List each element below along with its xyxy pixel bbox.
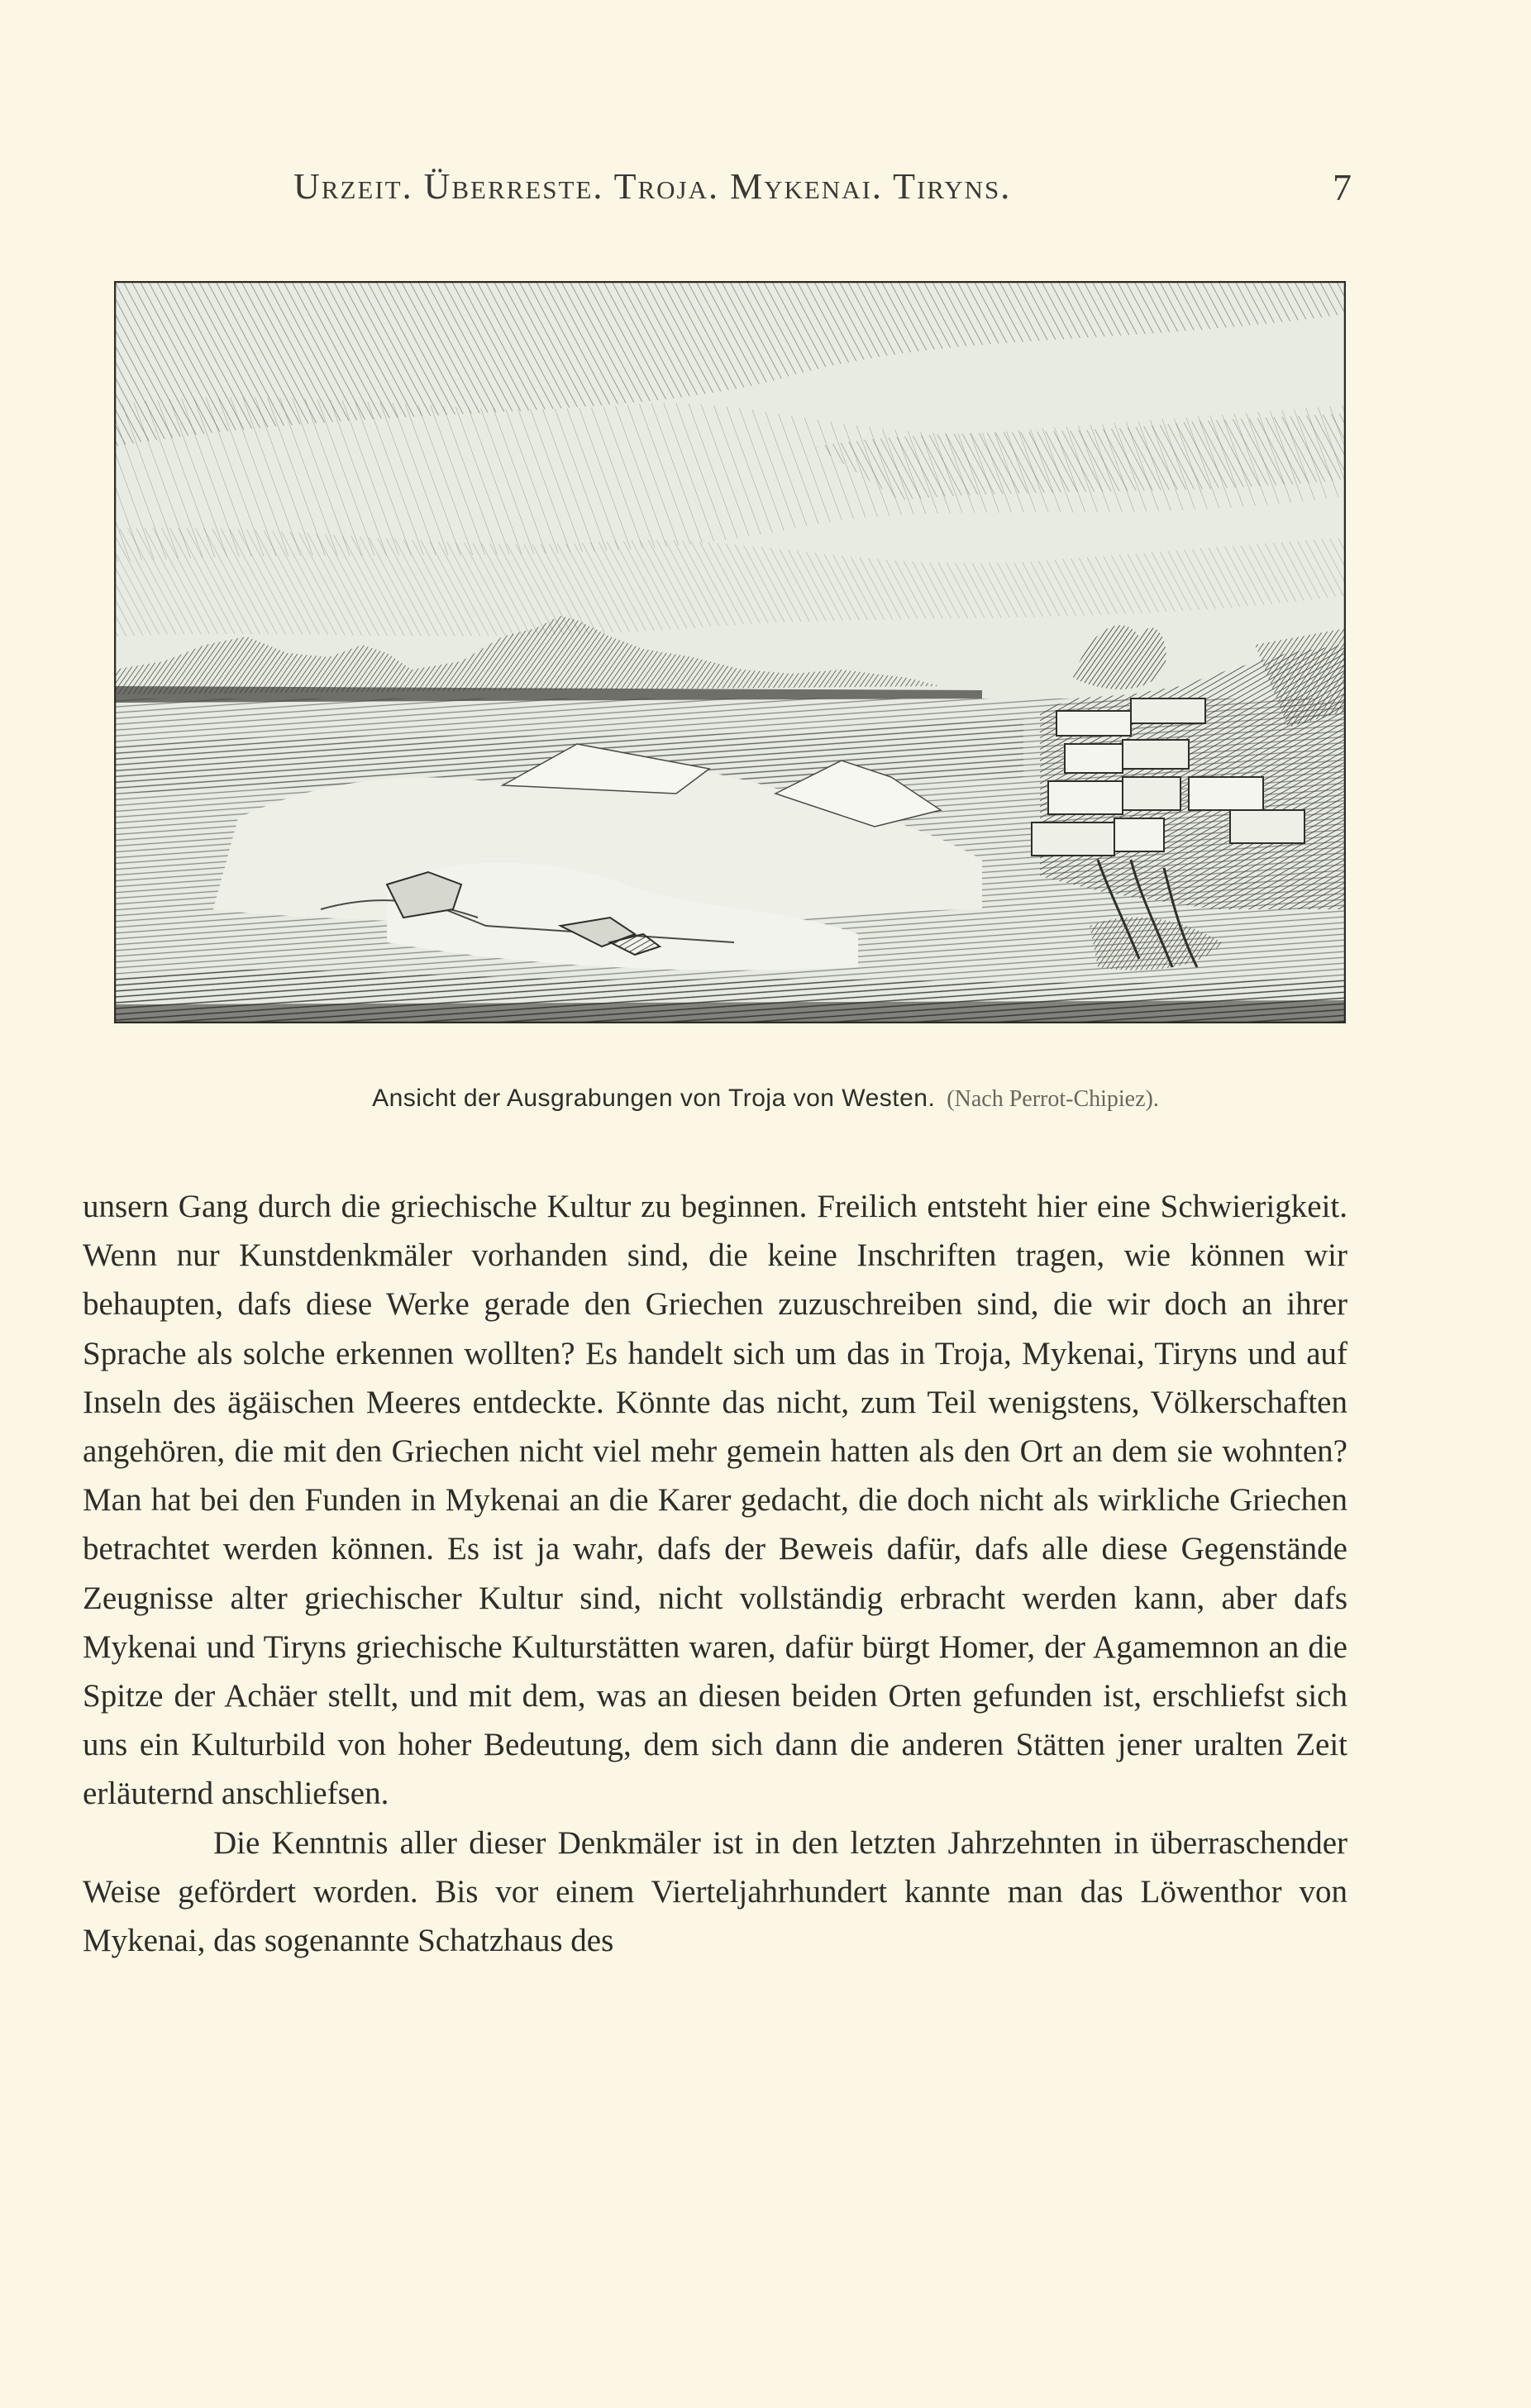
landscape-illustration-icon (114, 281, 1346, 1023)
page-header (0, 165, 1531, 223)
figure-caption (0, 1085, 1531, 1113)
paragraph: unsern Gang durch die griechische Kultur zu beginnen. Freilich entsteht hier eine Schwierigkeit. Wenn nur Kunstdenkmäler vorhanden sind, die keine Inschriften tragen, wie können wir behaupten, dafs diese Werke gerade den Griechen zuzuschreiben sind, die wir doch an ihrer Sprache als solche erkennen wollten? Es handelt sich um das in Troja, Mykenai, Tiryns und auf Inseln des ägäischen Meeres entdeckte. Könnte das nicht, zum Teil wenigstens, Völkerschaften angehören, die mit den Griechen nicht viel mehr gemein hatten als den Ort an dem sie wohnten? Man hat bei den Funden in Mykenai an die Karer gedacht, die doch nicht als wirkliche Griechen betrachtet werden können. Es ist ja wahr, dafs der Beweis dafür, dafs alle diese Gegenstände Zeugnisse alter griechischer Kultur sind, nicht vollständig erbracht werden kann, aber dafs Mykenai und Tiryns griechische Kulturstätten waren, dafür bürgt Homer, der Agamemnon an die Spitze der Achäer stellt, und mit dem, was an diesen beiden Orten gefunden ist, erschliefst sich uns ein Kulturbild von hoher Bedeutung, dem sich dann die anderen Stätten jener uralten Zeit erläuternd anschliefsen. (83, 1189, 1347, 1812)
caption-text: Ansicht der Ausgrabungen von Troja von Westen. (372, 1085, 936, 1112)
body-text (83, 1182, 1347, 1965)
paragraph: Die Kenntnis aller dieser Denkmäler ist in den letzten Jahrzehnten in überraschender Weise gefördert worden. Bis vor einem Vierteljahrhundert kannte man das Löwenthor von Mykenai, das sogenannte Schatzhaus des (83, 1824, 1347, 1959)
caption-source: (Nach Perrot-Chipiez). (947, 1086, 1159, 1112)
running-title: Urzeit. Überreste. Troja. Mykenai. Tiryns. (293, 166, 1012, 207)
engraving-figure (114, 281, 1346, 1023)
page-number: 7 (1333, 166, 1352, 208)
